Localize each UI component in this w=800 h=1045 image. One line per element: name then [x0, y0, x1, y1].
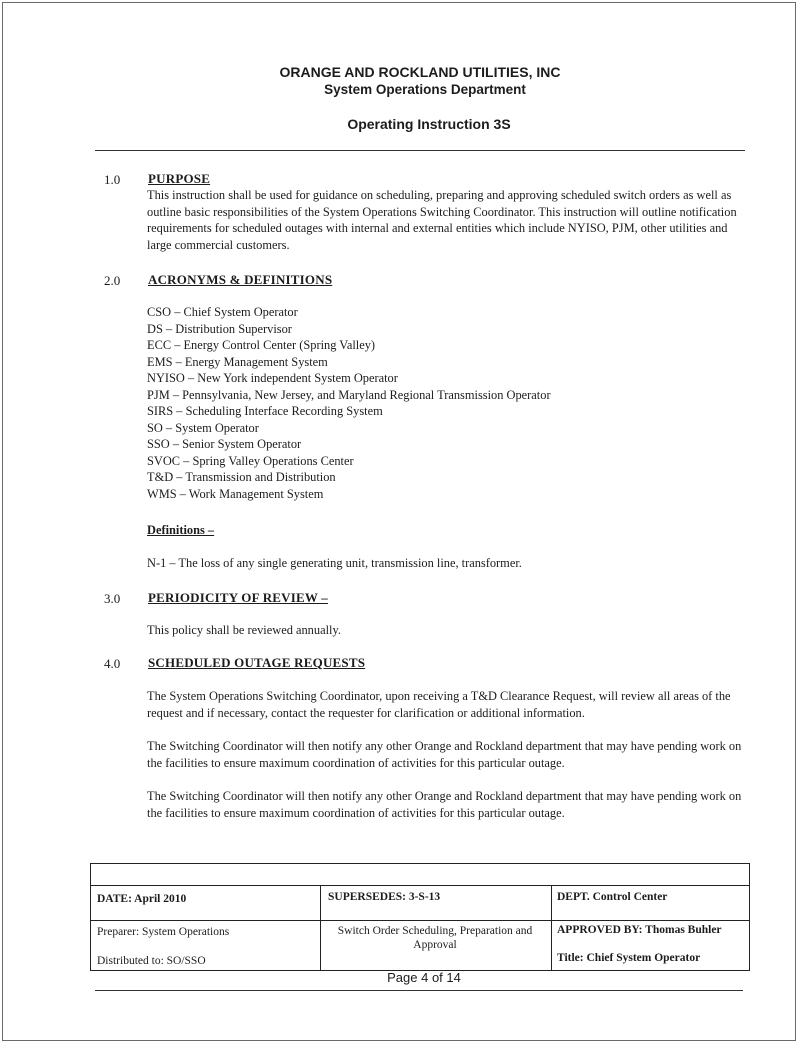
company-name: ORANGE AND ROCKLAND UTILITIES, INC [279, 64, 561, 80]
footer-date: DATE: April 2010 [97, 893, 187, 905]
section-title-periodicity: PERIODICITY OF REVIEW – [148, 590, 329, 605]
purpose-body: This instruction shall be used for guidance on scheduling, preparing and approving scheduled switch orders as well as outline basic responsibilities of the System Operations Switching Coordinator. This instruction will outline notification requirements for scheduled outages with internal and external entities which include NYISO, PJM, other utilities and large commercial customers. [147, 188, 737, 252]
footer-title: Title: Chief System Operator [557, 952, 701, 964]
footer-divider [320, 920, 749, 921]
footer-divider [551, 885, 552, 970]
footer-distributed: Distributed to: SO/SSO [97, 955, 206, 967]
header-rule [95, 150, 745, 151]
section-title-purpose: PURPOSE [148, 171, 211, 186]
outage-paragraph: The Switching Coordinator will then notify any other Orange and Rockland department that may have pending work on the facilities to ensure maximum coordination of activities for this particular outage. [147, 789, 742, 820]
footer-divider [91, 920, 320, 921]
department-name: System Operations Department [324, 82, 526, 97]
outage-paragraph: The System Operations Switching Coordinator, upon receiving a T&D Clearance Request, will review all areas of the request and if necessary, contact the requester for clarification or additional information. [147, 689, 731, 720]
footer-approved-by: APPROVED BY: Thomas Buhler [557, 924, 722, 936]
acronym-item: ECC – Energy Control Center (Spring Valley) [147, 338, 376, 352]
acronym-item: WMS – Work Management System [147, 486, 324, 501]
acronym-item: NYISO – New York independent System Operator [147, 371, 398, 385]
acronym-item: PJM – Pennsylvania, New Jersey, and Maryland Regional Transmission Operator [147, 387, 551, 402]
acronym-item: CSO – Chief System Operator [147, 305, 298, 319]
acronym-item: EMS – Energy Management System [147, 354, 328, 369]
acronym-item: SVOC – Spring Valley Operations Center [147, 453, 354, 468]
footer-table [90, 863, 750, 971]
section-title-acronyms: ACRONYMS & DEFINITIONS [148, 272, 333, 287]
section-number-purpose: 1.0 [104, 172, 121, 187]
footer-supersedes: SUPERSEDES: 3-S-13 [328, 891, 441, 903]
footer-divider [320, 885, 321, 970]
footer-blank-row [91, 864, 749, 886]
acronym-list [147, 304, 551, 502]
acronym-item: T&D – Transmission and Distribution [147, 470, 336, 484]
definitions-title: Definitions – [147, 523, 215, 537]
section-title-outage: SCHEDULED OUTAGE REQUESTS [148, 655, 366, 670]
section-number-acronyms: 2.0 [104, 273, 121, 288]
definition-n1: N-1 – The loss of any single generating unit, transmission line, transformer. [147, 556, 522, 570]
acronym-item: SO – System Operator [147, 420, 259, 435]
acronym-item: SIRS – Scheduling Interface Recording System [147, 404, 383, 418]
outage-paragraph: The Switching Coordinator will then notify any other Orange and Rockland department that may have pending work on the facilities to ensure maximum coordination of activities for this particular outage. [147, 739, 742, 770]
section-number-periodicity: 3.0 [104, 591, 121, 606]
section-number-outage: 4.0 [104, 656, 121, 671]
footer-subject: Switch Order Scheduling, Preparation and Approval [337, 925, 533, 951]
instruction-title: Operating Instruction 3S [347, 116, 511, 132]
periodicity-body: This policy shall be reviewed annually. [147, 623, 341, 637]
acronym-item: DS – Distribution Supervisor [147, 321, 292, 336]
acronym-item: SSO – Senior System Operator [147, 437, 302, 451]
footer-rule [95, 990, 743, 991]
footer-preparer: Preparer: System Operations [97, 926, 230, 938]
footer-department: DEPT. Control Center [557, 891, 668, 903]
page-number: Page 4 of 14 [387, 970, 461, 985]
